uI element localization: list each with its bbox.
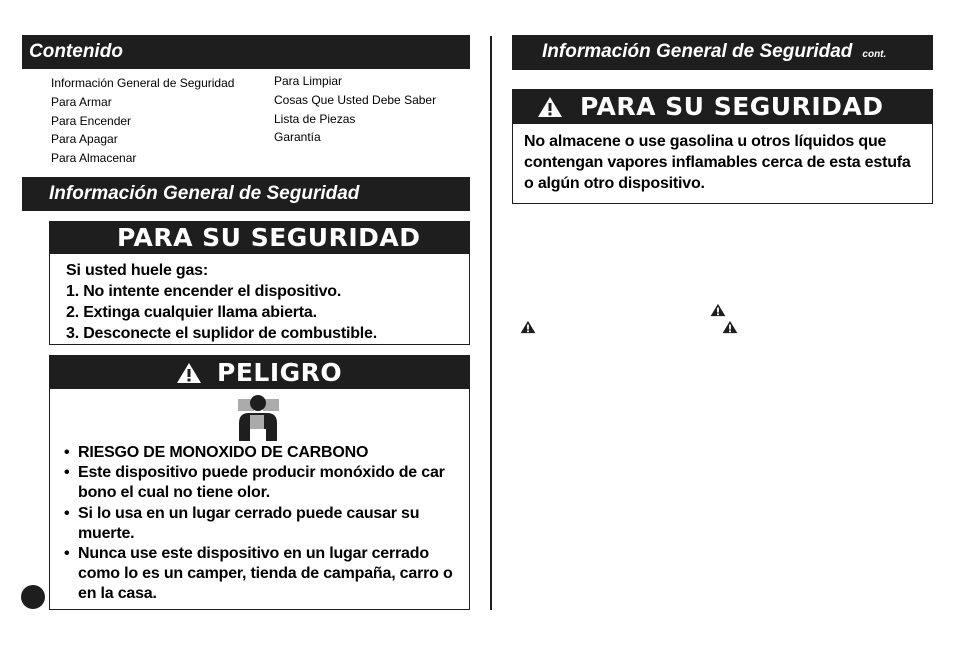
danger-title: PELIGRO	[217, 358, 343, 387]
toc-item: Para Almacenar	[51, 151, 137, 166]
safety-line: 3. Desconecte el suplidor de combustible.	[66, 325, 377, 342]
warning-triangle-icon	[520, 320, 536, 334]
safety-line: No almacene o use gasolina u otros líquidos que	[524, 133, 887, 150]
toc-item: Para Encender	[51, 113, 132, 128]
danger-bullet-list	[64, 443, 464, 605]
safety-box-body	[50, 254, 469, 344]
safety-box-title: PARA SU SEGURIDAD	[50, 222, 469, 254]
toc-item: Garantía	[274, 130, 321, 145]
safety-line: 2. Extinga cualquier llama abierta.	[66, 304, 317, 321]
safety-box-body	[513, 124, 932, 194]
toc-item: Cosas Que Usted Debe Saber	[274, 92, 437, 107]
safety-line: o algún otro dispositivo.	[524, 175, 705, 192]
safety-line: 1. No intente encender el dispositivo.	[66, 283, 342, 300]
danger-box	[49, 355, 470, 610]
safety-line: Si usted huele gas:	[66, 262, 209, 279]
safety-info-cont-title: Información General de Seguridad	[542, 41, 853, 62]
danger-bullet: • Nunca use este dispositivo en un lugar cerrado como lo es un camper, tienda de campaña, carro o en la casa.	[64, 544, 464, 605]
column-divider	[490, 36, 492, 610]
danger-box-header	[50, 356, 469, 389]
safety-box-header	[513, 90, 932, 124]
carbon-monoxide-person-icon	[236, 393, 282, 441]
warning-triangle-icon	[176, 362, 202, 384]
safety-info-cont-header	[512, 35, 933, 70]
contenido-title: Contenido	[29, 41, 123, 62]
toc-column-1	[51, 74, 234, 168]
toc-column-2	[274, 72, 436, 147]
toc-item: Lista de Piezas	[274, 111, 356, 126]
danger-bullet: • Si lo usa en un lugar cerrado puede causar su muerte.	[64, 504, 464, 544]
toc-item: Para Armar	[51, 94, 112, 109]
toc-item: Información General de Seguridad	[51, 76, 235, 90]
safety-info-header	[22, 177, 470, 211]
danger-bullet: • Este dispositivo puede producir monóxido de car bono el cual no tiene olor.	[64, 463, 464, 503]
warning-triangle-icon	[722, 320, 738, 334]
danger-bullet: • RIESGO DE MONOXIDO DE CARBONO	[64, 443, 464, 463]
warning-triangle-icon	[537, 96, 563, 118]
warning-triangle-icon	[710, 303, 726, 317]
cont-suffix: cont.	[862, 49, 887, 60]
page-marker-dot	[21, 585, 45, 609]
toc-item: Para Limpiar	[274, 74, 343, 88]
safety-box-title: PARA SU SEGURIDAD	[580, 92, 884, 121]
safety-box-gasoline	[512, 89, 933, 204]
safety-line: contengan vapores inflamables cerca de esta estufa	[524, 154, 911, 171]
toc-item: Para Apagar	[51, 132, 118, 147]
contenido-header	[22, 35, 470, 69]
safety-box-gas	[49, 221, 470, 345]
safety-info-title: Información General de Seguridad	[49, 183, 360, 204]
